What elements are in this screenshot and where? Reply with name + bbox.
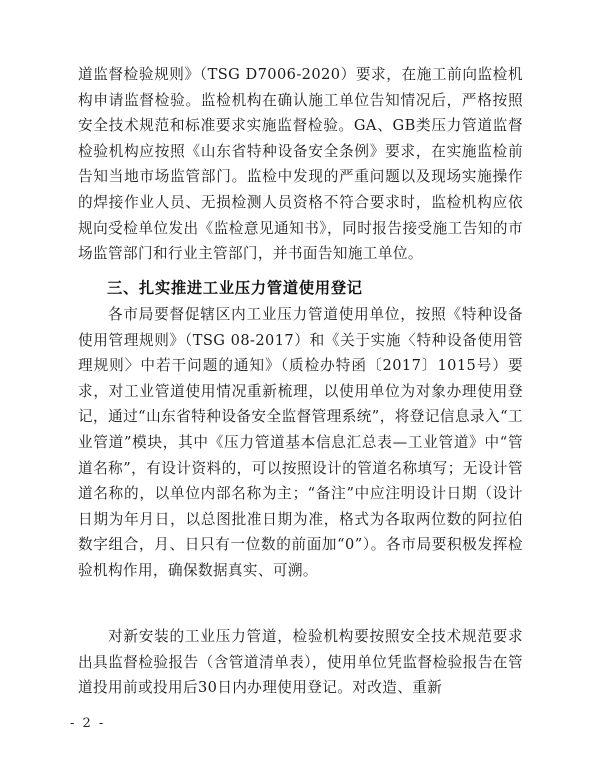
paragraph-usage-registration: 各市局要督促辖区内工业压力管道使用单位，按照《特种设备使用管理规则》（TSG 08-2017）和《关于实施〈特种设备使用管理规则〉中若干问题的通知》（质检办特函〔2017〕1015号）要求，对工业管道使用情况重新梳理，以使用单位为对象办理使用登记，通过“山东省特种设备安全监督管理系统”，将登记信息录入“工业管道”模块，其中《压力管道基本信息汇总表—工业管道》中“管道名称”，有设计资料的，可以按照设计的管道名称填写；无设计管道名称的，以单位内部名称为主；“备注”中应注明设计日期（设计日期为年月日，以总图批准日期为准，格式为各取两位数的阿拉伯数字组合，月、日只有一位数的前面加“0”）。各市局要积极发挥检验机构作用，确保数据真实、可溯。 — [78, 306, 523, 579]
paragraph-new-installation: 对新安装的工业压力管道，检验机构要按照安全技术规范要求出具监督检验报告（含管道清单表），使用单位凭监督检验报告在管道投用前或投用后30日内办理使用登记。对改造、重新 — [78, 628, 523, 697]
page-number: - 2 - — [70, 716, 106, 731]
paragraph-supervision-inspection: 道监督检验规则》（TSG D7006-2020）要求，在施工前向监检机构申请监督检验。监检机构在确认施工单位告知情况后，严格按照安全技术规范和标准要求实施监督检验。GA、GB类压力管道监督检验机构应按照《山东省特种设备安全条例》要求，在实施监检前告知当地市场监管部门。监检中发现的严重问题以及现场实施操作的焊接作业人员、无损检测人员资格不符合要求时，监检机构应依规向受检单位发出《监检意见通知书》，同时报告接受施工告知的市场监管部门和行业主管部门，并书面告知施工单位。 — [78, 66, 523, 263]
section-heading: 三、扎实推进工业压力管道使用登记 — [107, 279, 363, 297]
